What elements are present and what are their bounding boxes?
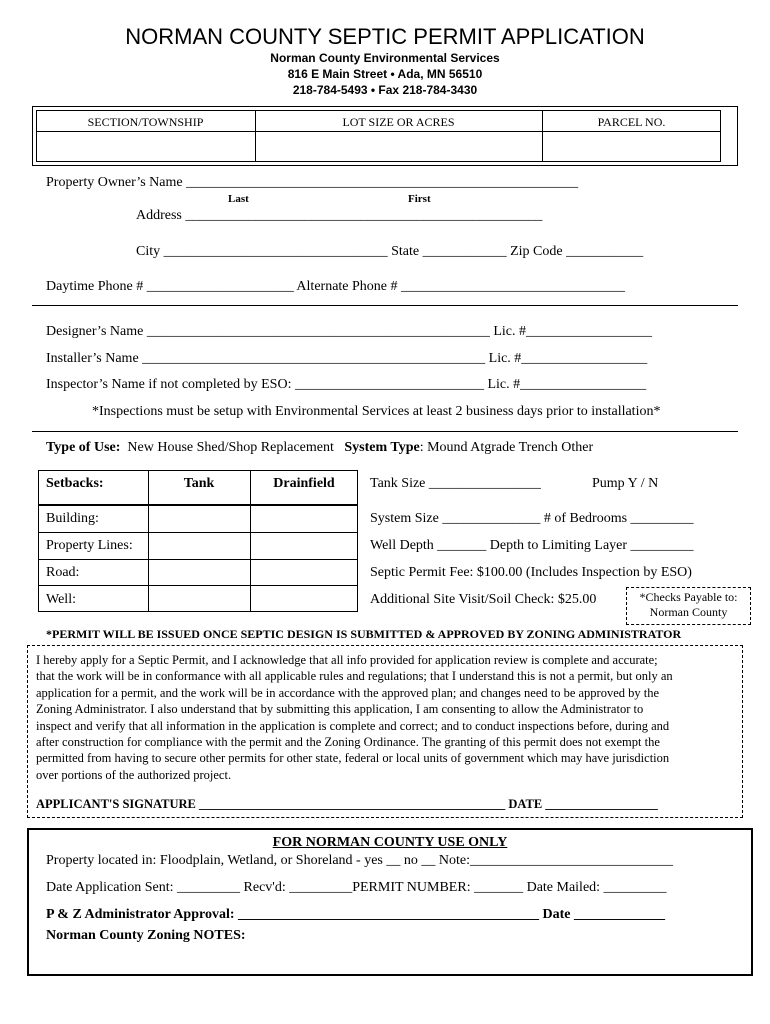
checks-payable-line1: *Checks Payable to: (639, 590, 738, 604)
lot-size-field[interactable] (256, 132, 541, 161)
declaration-line: permitted from having to secure other permits for other state, federal or local units of government which may have jurisdiction (36, 751, 670, 766)
divider (32, 305, 738, 306)
declaration-line: application for a permit, and the work will be in accordance with the approved plan; and changes need to be approved by the (36, 685, 660, 700)
setback-row-building: Building: (46, 511, 99, 526)
additional-fee: Additional Site Visit/Soil Check: $25.00 (370, 592, 597, 607)
section-township-field[interactable] (37, 132, 254, 161)
col-parcel-no: PARCEL NO. (597, 115, 666, 129)
page-title: NORMAN COUNTY SEPTIC PERMIT APPLICATION (125, 24, 645, 49)
checks-payable-line2: Norman County (649, 605, 728, 619)
org-name: Norman County Environmental Services (270, 51, 500, 65)
office-use-title: FOR NORMAN COUNTY USE ONLY (272, 835, 508, 850)
divider (32, 431, 738, 432)
setback-row-road: Road: (46, 565, 80, 580)
use-type-row (46, 440, 593, 456)
system-type-options[interactable]: : Mound Atgrade Trench Other (419, 440, 594, 455)
installer-field[interactable]: Installer’s Name _________________________________________________ Lic. #__________________ (46, 351, 648, 366)
type-of-use-options[interactable]: New House Shed/Shop Replacement (127, 440, 334, 455)
col-lot-size: LOT SIZE OR ACRES (342, 115, 455, 129)
setbacks-row-divider (38, 532, 358, 533)
declaration-line: Zoning Administrator. I also understand that by submitting this application, I am consenting to allow the Administrator to (36, 702, 644, 717)
type-of-use-label: Type of Use: (46, 440, 121, 455)
zoning-notes-label: Norman County Zoning NOTES: (46, 928, 246, 943)
system-type-label: System Type (344, 440, 420, 455)
declaration-line: over portions of the authorized project. (36, 767, 232, 782)
applicant-signature-field[interactable]: APPLICANT'S SIGNATURE _________________________________________________ DATE __________________ (36, 797, 658, 811)
designer-field[interactable]: Designer’s Name _________________________________________________ Lic. #__________________ (46, 324, 652, 339)
setbacks-row-divider (38, 559, 358, 560)
inspection-note: *Inspections must be setup with Environmental Services at least 2 business days prior to installation* (92, 404, 661, 419)
declaration-line: that the work will be in conformance with all applicable rules and regulations; that I understand this is not a permit, but only an (36, 669, 673, 684)
tank-header: Tank (183, 476, 215, 491)
org-address: 816 E Main Street • Ada, MN 56510 (287, 67, 483, 81)
setbacks-row-divider (38, 585, 358, 586)
system-size-field[interactable]: System Size ______________ # of Bedrooms _________ (370, 511, 694, 526)
property-located-field[interactable]: Property located in: Floodplain, Wetland, or Shoreland - yes __ no __ Note:_____________________________ (46, 853, 673, 868)
declaration-line: inspect and verify that all information in the application is complete and correct; and to conduct inspections before, during and (36, 718, 670, 733)
setbacks-header: Setbacks: (46, 476, 104, 491)
pz-approval-field[interactable]: P & Z Administrator Approval: ___________________________________________ Date _____________ (46, 907, 665, 922)
setback-row-well: Well: (46, 592, 76, 607)
setbacks-header-divider (38, 504, 358, 506)
drainfield-header: Drainfield (273, 476, 335, 491)
org-phone: 218-784-5493 • Fax 218-784-3430 (292, 83, 478, 97)
permit-notice: *PERMIT WILL BE ISSUED ONCE SEPTIC DESIGN IS SUBMITTED & APPROVED BY ZONING ADMINISTRATOR (46, 627, 682, 641)
pump-field[interactable]: Pump Y / N (592, 476, 659, 491)
declaration-line: after construction for compliance with the permit and the Zoning Ordinance. The granting of this permit does not exempt the (36, 735, 660, 750)
permit-fee: Septic Permit Fee: $100.00 (Includes Inspection by ESO) (370, 565, 692, 580)
well-depth-field[interactable]: Well Depth _______ Depth to Limiting Layer _________ (370, 538, 694, 553)
first-label: First (408, 193, 431, 205)
city-state-zip-field[interactable]: City ________________________________ State ____________ Zip Code ___________ (136, 244, 644, 259)
declaration-text (36, 652, 673, 783)
col-section-township: SECTION/TOWNSHIP (87, 115, 204, 129)
address-field[interactable]: Address ___________________________________________________ (136, 208, 543, 223)
owner-name-field[interactable]: Property Owner’s Name ________________________________________________________ (46, 175, 579, 190)
parcel-no-field[interactable] (543, 132, 720, 161)
inspector-field[interactable]: Inspector’s Name if not completed by ESO: ___________________________ Lic. #__________________ (46, 377, 647, 392)
setback-row-property-lines: Property Lines: (46, 538, 133, 553)
tank-size-field[interactable]: Tank Size ________________ (370, 476, 541, 491)
phone-field[interactable]: Daytime Phone # _____________________ Alternate Phone # ________________________________ (46, 279, 626, 294)
office-dates-field[interactable]: Date Application Sent: _________ Recv'd: _________PERMIT NUMBER: _______ Date Mailed: _________ (46, 880, 667, 895)
declaration-line: I hereby apply for a Septic Permit, and I acknowledge that all info provided for application review is complete and accurate; (36, 653, 658, 667)
last-label: Last (228, 193, 249, 205)
